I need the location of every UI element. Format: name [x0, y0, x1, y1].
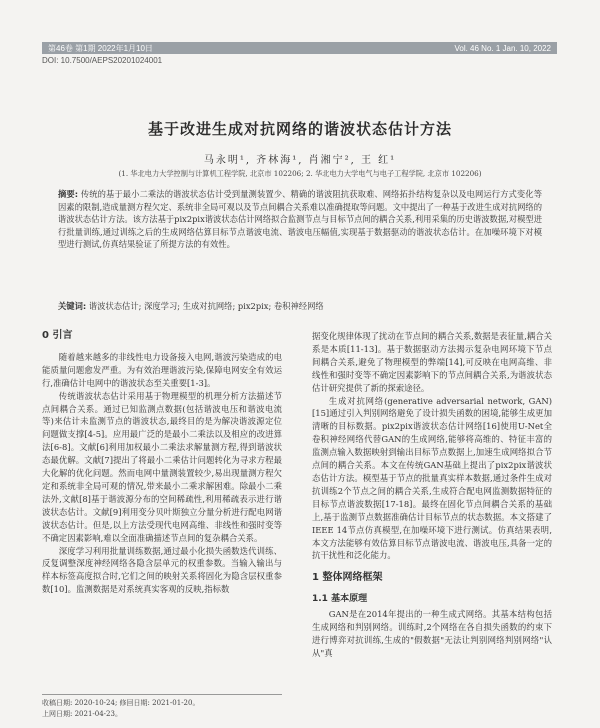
right-column	[312, 330, 552, 660]
intro-paragraph-3: 深度学习利用批量训练数据,通过最小化损失函数迭代训练、反复调整深度神经网络各隐含层单元的权重参数。当输入输出与样本标签高度拟合时,它们之间的映射关系将固化为隐含层权重参数[10]。监测数据是对系统真实客观的反映,指标数	[42, 545, 282, 595]
section-heading-intro: 0 引言	[42, 330, 73, 341]
intro-paragraph-4: 据变化规律体现了扰动在节点间的耦合关系,数据是表征量,耦合关系是本质[11-13]。基于数据驱动方法揭示复杂电网环境下节点间耦合关系,避免了物理模型的弊端[14],可反映在电网高维、非线性和强时变等不确定因素影响下的节点间耦合关系,为谐波状态估计研究提供了新的探索途径。	[312, 331, 552, 393]
author-list: 马永明¹, 齐林海¹, 肖湘宁², 王 红¹	[203, 155, 397, 166]
intro-paragraph-1: 随着越来越多的非线性电力设备接入电网,谐波污染造成的电能质量问题愈发严重。为有效治理谐波污染,保障电网安全有效运行,准确估计电网中的谐波状态至关重要[1-3]。	[42, 351, 282, 388]
online-date: 上网日期: 2021-04-23。	[42, 710, 122, 718]
section-heading-framework: 1 整体网络框架	[312, 572, 383, 584]
paper-title: 基于改进生成对抗网络的谐波状态估计方法	[147, 120, 452, 138]
principle-paragraph: GAN是在2014年提出的一种生成式网络。其基本结构包括生成网络和判别网络。训练时,2个网络在各自损失函数的约束下进行博弈对抗训练,生成的"假数据"无法让判别网络判别网络"认从"真	[312, 609, 552, 658]
abstract-text: 传统的基于最小二乘法的谐波状态估计受到量测装置少、精确的谐波阻抗获取难、网络拓扑结构复杂以及电网运行方式变化等因素的限制,造成量测方程欠定、系统非全局可观以及节点间耦合关系难以准确提取等问题。文中提出了一种基于改进生成对抗网络的谐波状态估计方法。该方法基于pix2pix谐波状态估计网络拟合监测节点与目标节点间的耦合关系,利用采集的历史谐波数据,对模型进行批量训练,通过训练之后的生成网络估算目标节点谐波电流、谐波电压幅值,实现基于数据驱动的谐波状态估计。在加噪环境下对模型进行测试,仿真结果验证了所提方法的有效性。	[58, 189, 542, 249]
keywords-label: 关键词:	[58, 301, 87, 311]
journal-volume-info: Vol. 46 No. 1 Jan. 10, 2022	[454, 43, 551, 53]
intro-paragraph-2: 传统谐波状态估计采用基于物理模型的机理分析方法描述节点间耦合关系。通过已知监测点数据(包括谐波电压和谐波电流等)来估计未监测节点的谐波状态,最终目的是为解决谐波源定位问题做支撑[4-5]。应用最广泛的是最小二乘法以及相应的改进算法[6-8]。文献[6]利用加权最小二乘法求解量测方程,得到谐波状态最优解。文献[7]提出了将最小二乘估计问题转化为寻求方程最大化解的优化问题。然而电网中量测装置较少,易出现量测方程欠定和系统非全局可观的情况,带来最小二乘求解困难。除最小二乘法外,文献[8]基于谐波源分布的空间稀疏性,利用稀疏表示进行谐波状态估计。文献[9]利用变分贝叶斯独立分量分析进行配电网谐波状态估计。但是,以上方法受现代电网高维、非线性和强时变等不确定因素影响,难以全面准确描述节点间的复杂耦合关系。	[42, 390, 282, 543]
abstract-block	[58, 188, 542, 251]
journal-header-bar	[42, 42, 557, 54]
left-column	[42, 330, 282, 596]
abstract-label: 摘要:	[58, 189, 79, 199]
affiliation: (1. 华北电力大学控制与计算机工程学院, 北京市 102206; 2. 华北电力大学电气与电子工程学院, 北京市 102206)	[118, 169, 482, 178]
journal-issue-info: 第46卷 第1期 2022年1月10日	[48, 43, 153, 53]
doi-line: DOI: 10.7500/AEPS20201024001	[42, 56, 163, 65]
intro-paragraph-5: 生成对抗网络(generative adversarial network, GAN)[15]通过引入判别网络避免了设计损失函数的困境,能够生成更加清晰的目标数据。pix2pix谐波状态估计网络[16]使用U-Net全卷积神经网络代替GAN的生成网络,能够将高维的、特征丰富的监测点输入数据映射到输出目标节点数据上,加速生成网络拟合节点间的耦合关系。本文在传统GAN基础上提出了pix2pix谐波状态估计方法。模型基于节点的批量真实样本数据,通过条件生成对抗训练2个节点之间的耦合关系,生成符合配电网监测数据特征的目标节点谐波数据[17-18]。最终在固化节点间耦合关系的基础上,基于监测节点数据准确估计目标节点的状态数据。本文搭建了IEEE 14节点仿真模型,在加噪环境下进行测试。仿真结果表明,本文方法能够有效估算目标节点谐波电流、谐波电压,具备一定的抗干扰性和泛化能力。	[312, 395, 552, 561]
subsection-heading-principle: 1.1 基本原理	[312, 594, 368, 605]
footnote	[42, 694, 282, 720]
keywords-text: 谐波状态估计; 深度学习; 生成对抗网络; pix2pix; 卷积神经网络	[88, 301, 324, 311]
keywords-block	[58, 300, 542, 312]
received-date: 收稿日期: 2020-10-24; 修回日期: 2021-01-20。	[42, 699, 200, 707]
